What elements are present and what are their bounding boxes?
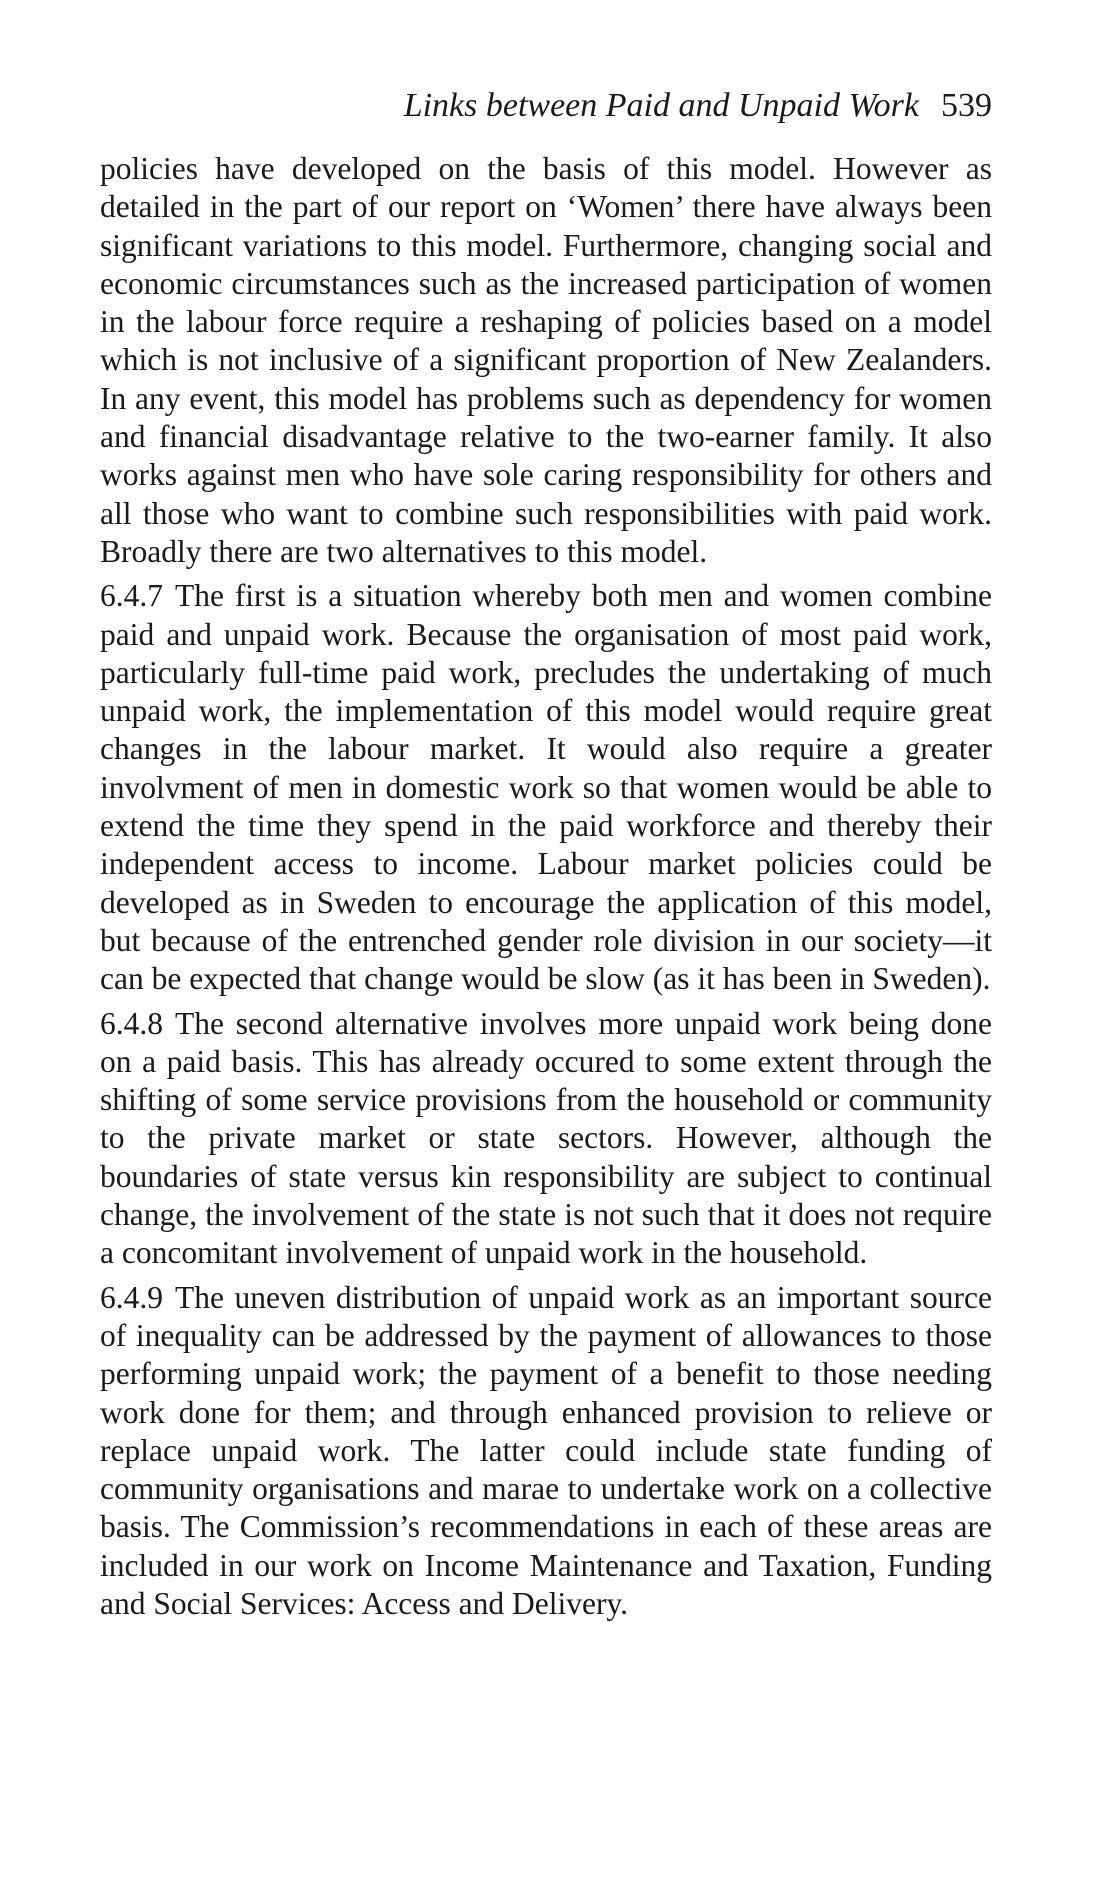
running-head-title: Links between Paid and Unpaid Work	[403, 87, 919, 124]
paragraph-text: The second alternative involves more unpaid work being done on a paid basis. This has already occured to some extent through the shifting of some service provisions from the household or community to the private market or state sectors. However, although the boundaries of state versus kin responsibility are subject to continual change, the involvement of the state is not such that it does not require a concomitant involvement of unpaid work in the household.	[100, 1005, 992, 1271]
paragraph-number: 6.4.7	[100, 578, 163, 614]
paragraph-text: The uneven distribution of unpaid work as an important source of inequality can be addressed by the payment of allowances to those performing unpaid work; the payment of a benefit to those needing work done for them; and through enhanced provision to relieve or replace unpaid work. The latter could include state funding of community organisations and marae to undertake work on a collective basis. The Commission’s recommendations in each of these areas are included in our work on Income Maintenance and Taxation, Funding and Social Services: Access and Delivery.	[100, 1279, 992, 1621]
page-number: 539	[941, 87, 992, 124]
paragraph-text: The first is a situation whereby both men and women combine paid and unpaid work. Because the organisation of most paid work, particularly full-time paid work, precludes the undertaking of much unpaid work, the implementation of this model would require great changes in the labour market. It would also require a greater involvment of men in domestic work so that women would be able to extend the time they spend in the paid workforce and thereby their independent access to income. Labour market policies could be developed as in Sweden to encourage the application of this model, but because of the entrenched gender role division in our society—it can be expected that change would be slow (as it has been in Sweden).	[100, 578, 992, 997]
paragraph-continued	[100, 150, 992, 571]
paragraph-number: 6.4.8	[100, 1005, 163, 1041]
paragraph-text: policies have developed on the basis of this model. However as detailed in the part of our report on ‘Women’ there have always been significant variations to this model. Furthermore, changing social and economic circumstances such as the increased participation of women in the labour force require a reshaping of policies based on a model which is not inclusive of a significant proportion of New Zealanders. In any event, this model has problems such as dependency for women and financial disadvantage relative to the two-earner family. It also works against men who have sole caring responsibility for others and all those who want to combine such responsibilities with paid work. Broadly there are two alternatives to this model.	[100, 151, 992, 569]
body-text	[100, 150, 992, 1629]
paragraph-6-4-9	[100, 1279, 992, 1624]
paragraph-6-4-8	[100, 1005, 992, 1273]
paragraph-number: 6.4.9	[100, 1279, 163, 1315]
paragraph-6-4-7	[100, 577, 992, 998]
running-head	[100, 86, 992, 126]
